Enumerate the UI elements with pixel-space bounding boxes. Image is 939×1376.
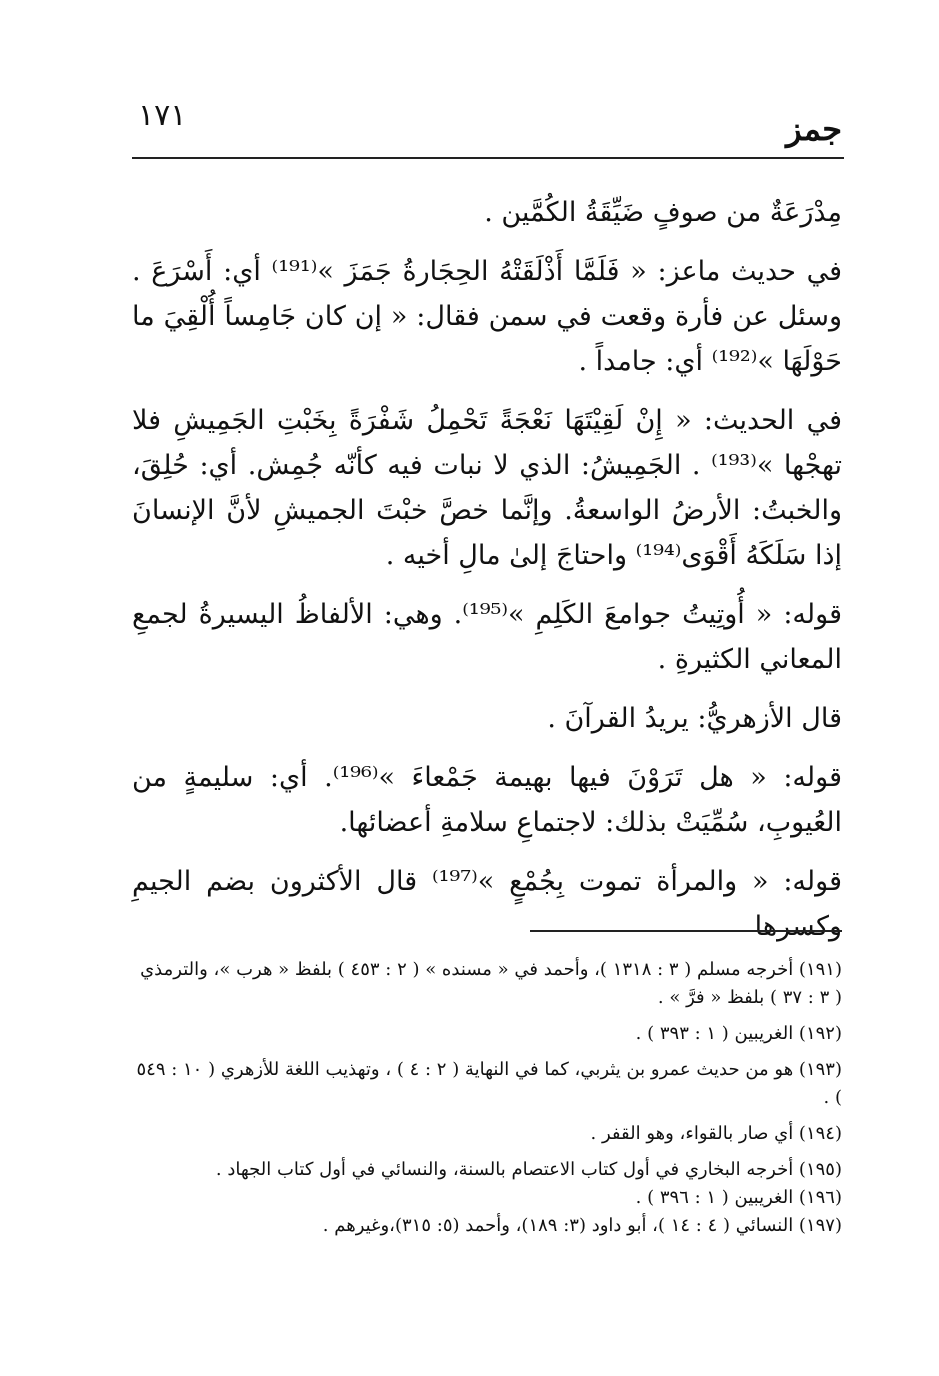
paragraph: قوله: « والمرأة تموت بِجُمْعٍ »⁽¹⁹⁷⁾ قال الأكثرون بضم الجيمِ وكسرها [132,866,842,942]
paragraph: قوله: « أُوتِيتُ جوامعَ الكَلِمِ »⁽¹⁹⁵⁾. وهي: الألفاظُ اليسيرةُ لجمعِ المعاني الكثيرةِ . [132,599,842,675]
footnote: (١٩١) أخرجه مسلم ( ٣ : ١٣١٨ )، وأحمد في « مسنده » ( ٢ : ٤٥٣ ) بلفظ « هرب »، والترمذي ( ٣ : ٣٧ ) بلفظ « فرَّ » . [140,959,842,1008]
footnote: (١٩٥) أخرجه البخاري في أول كتاب الاعتصام بالسنة، والنسائي في أول كتاب الجهاد . [215,1159,842,1180]
page-header [132,90,844,160]
header-rule [132,157,844,159]
footnotes [132,956,842,1248]
paragraph: في حديث ماعز: « فَلَمَّا أَذْلَقَتْهُ الحِجَارةُ جَمَزَ »⁽¹⁹¹⁾ أي: أَسْرَعَ . وسئل عن فأرة وقعت في سمن فقال: « إن كان جَامِساً أُلْقِيَ ما حَوْلَهَا »⁽¹⁹²⁾ أي: جامداً . [132,256,842,377]
paragraph: قوله: « هل تَرَوْنَ فيها بهيمة جَمْعاءَ »⁽¹⁹⁶⁾. أي: سليمةٍ من العُيوبِ، سُمِّيَتْ بذلك: لاجتماعِ سلامةِ أعضائها. [132,762,842,838]
main-text [132,190,842,949]
page-number: ١٧١ [138,98,187,133]
paragraph: مِدْرَعَةٌ من صوفٍ ضَيِّقَةُ الكُمَّين . [484,197,842,228]
paragraph: قال الأزهريُّ: يريدُ القرآنَ . [547,703,842,734]
paragraph: في الحديث: « إِنْ لَقِيْتَهَا نَعْجَةً تَحْمِلُ شَفْرَةً بِخَبْتِ الجَمِيشِ فلا تهجْها »⁽¹⁹³⁾ . الجَمِيشُ: الذي لا نبات فيه كأنّه جُمِش. أي: حُلِقَ، والخبتُ: الأرضُ الواسعةُ. وإنَّما خصَّ خبْتَ الجميشِ لأنَّ الإنسانَ إذا سَلَكَهُ أَقْوَى⁽¹⁹⁴⁾ واحتاجَ إلىٰ مالِ أخيه . [132,405,842,571]
footnote: (١٩٧) النسائي ( ٤ : ١٤ )، أبو داود (٣: ١٨٩)، وأحمد (٥: ٣١٥)،وغيرهم . [322,1215,842,1236]
footnote-rule [530,930,842,932]
footnote: (١٩٤) أي صار بالقواء، وهو القفر . [590,1123,842,1144]
footnote: (١٩٢) الغريبين ( ١ : ٣٩٣ ) . [635,1023,842,1044]
running-head: جمز [786,110,842,148]
footnote: (١٩٣) هو من حديث عمرو بن يثربي، كما في النهاية ( ٢ : ٤ ) ، وتهذيب اللغة للأزهري ( ١٠ : ٥٤٩ ) . [136,1059,842,1108]
footnote: (١٩٦) الغريبين ( ١ : ٣٩٦ ) . [635,1187,842,1208]
